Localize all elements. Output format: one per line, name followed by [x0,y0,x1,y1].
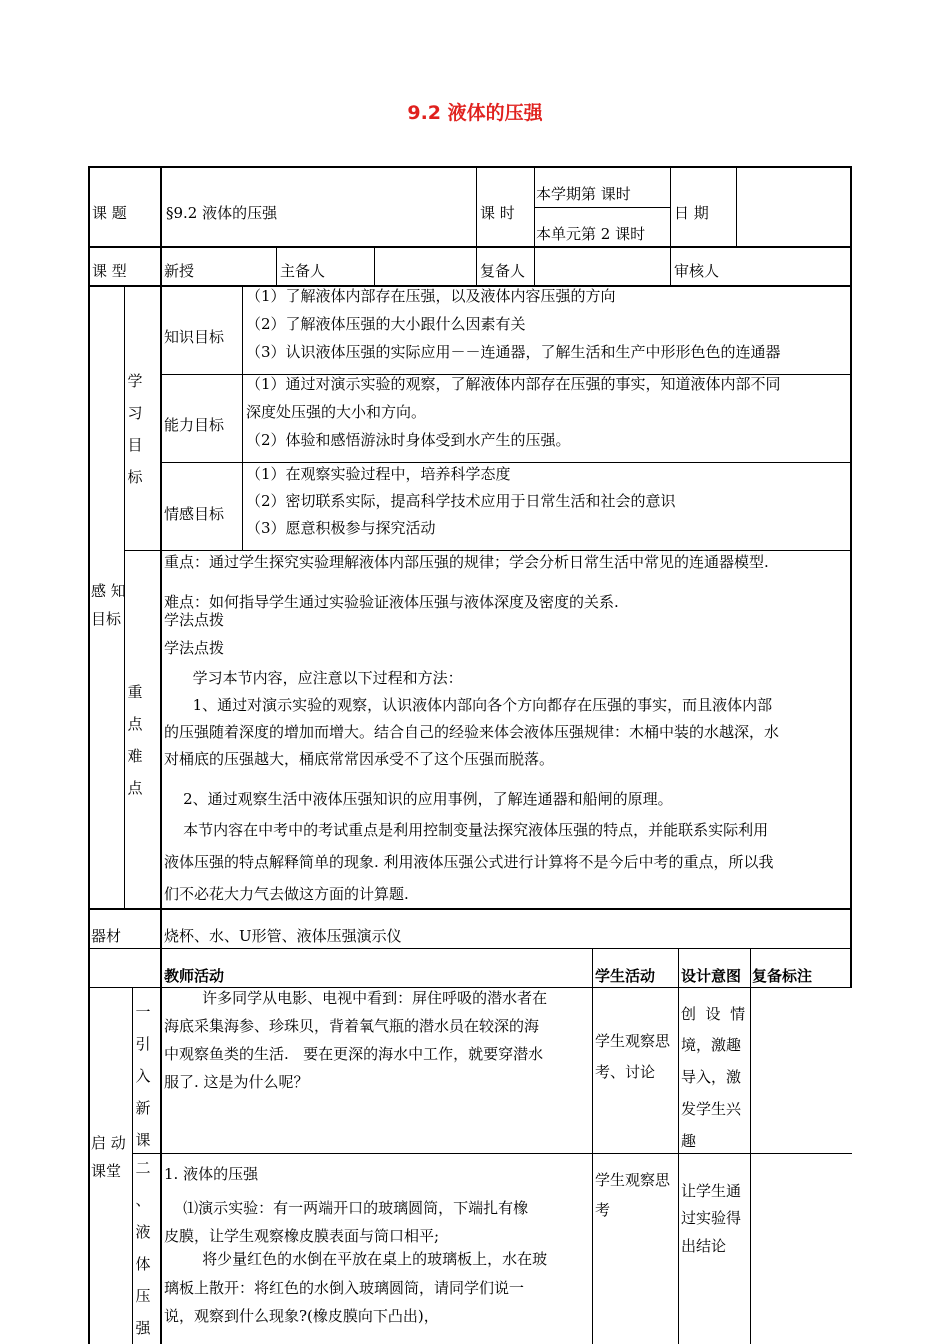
topic-label: 课 题 [92,204,127,222]
ability-item: （1）通过对演示实验的观察，了解液体内部存在压强的事实，知道液体内部不同 [246,375,781,393]
intro-teacher-line: 许多同学从电影、电视中看到：屏住呼吸的潜水者在 [164,989,548,1007]
co-preparer-label: 复备人 [480,262,526,280]
keypoint-line: 液体压强的特点解释简单的现象. 利用液体压强公式进行计算将不是今后中考的重点，所以我 [164,853,774,871]
period-unit: 本单元第 2 课时 [536,225,646,243]
ability-item: （2）体验和感悟游泳时身体受到水产生的压强。 [246,431,571,449]
student-activity-header: 学生活动 [595,967,656,985]
pressure-teacher-line: 1. 液体的压强 [164,1165,259,1183]
pressure-design-line: 过实验得 [681,1209,742,1227]
keypoint-line: 重点：通过学生探究实验理解液体内部压强的规律；学会分析日常生活中常见的连通器模型. [164,553,769,571]
intro-student-line: 考、讨论 [595,1063,656,1081]
intro-design-line: 趣 [681,1132,697,1150]
keypoint-line: 1、通过对演示实验的观察，认识液体内部向各个方向都存在压强的事实，而且液体内部 [164,696,773,714]
preparer-label: 主备人 [280,262,326,280]
keypoint-line: 们不必花大力气去做这方面的计算题. [164,885,409,903]
pressure-design-line: 让学生通 [681,1182,742,1200]
pressure-section-label: 二 、 液 体 压 强 [135,1159,151,1337]
notes-header: 复备标注 [752,967,813,985]
period-label: 课 时 [480,204,515,222]
topic-value: §9.2 液体的压强 [166,204,278,222]
knowledge-item: （2）了解液体压强的大小跟什么因素有关 [246,315,526,333]
knowledge-goal-label: 知识目标 [164,328,225,346]
intro-teacher-line: 中观察鱼类的生活. 要在更深的海水中工作，就要穿潜水 [164,1045,544,1063]
keypoint-line: 的压强随着深度的增加而增大。结合自己的经验来体会液体压强规律：木桶中装的水越深，水 [164,723,780,741]
teacher-activity-header: 教师活动 [164,967,225,985]
reviewer-label: 审核人 [674,262,720,280]
intro-teacher-line: 海底采集海参、珍珠贝，背着氧气瓶的潜水员在较深的海 [164,1017,540,1035]
period-semester: 本学期第 课时 [536,185,631,203]
type-label: 课 型 [92,262,127,280]
equipment-value: 烧杯、水、U形管、液体压强演示仪 [164,927,402,945]
keypoint-line: 对桶底的压强越大，桶底常常因承受不了这个压强而脱落。 [164,750,555,768]
pressure-student-line: 考 [595,1201,611,1219]
intro-section-label: 一 引 入 新 课 [135,1003,151,1149]
date-label: 日 期 [674,204,709,222]
intro-design-line: 导入，激 [681,1068,742,1086]
lesson-start-label: 启 动 课堂 [91,1134,126,1180]
intro-student-line: 学生观察思 [595,1032,671,1050]
intro-design-line: 境，激趣 [681,1036,742,1054]
design-intent-header: 设计意图 [681,967,742,985]
intro-teacher-line: 服了. 这是为什么呢？ [164,1073,309,1091]
keypoint-line: 2、通过观察生活中液体压强知识的应用事例，了解连通器和船闸的原理。 [164,790,673,808]
keypoint-line: 学法点拨 [164,611,225,629]
type-value: 新授 [164,262,195,280]
knowledge-item: （1）了解液体内部存在压强，以及液体内容压强的方向 [246,287,616,305]
pressure-teacher-line: 将少量红色的水倒在平放在桌上的玻璃板上，水在玻 [164,1250,548,1268]
pressure-teacher-line: ⑴演示实验：有一两端开口的玻璃圆筒，下端扎有橡 [164,1199,529,1217]
learning-goals-label: 学 习 目 标 [127,372,143,486]
pressure-design-line: 出结论 [681,1237,727,1255]
pressure-student-line: 学生观察思 [595,1171,671,1189]
emotion-goal-label: 情感目标 [164,505,225,523]
intro-design-line: 发学生兴 [681,1100,742,1118]
keypoint-line: 学法点拨 [164,639,225,657]
emotion-item: （1）在观察实验过程中，培养科学态度 [246,465,511,483]
equipment-label: 器材 [91,927,122,945]
perception-goals-label: 感 知 目标 [91,582,126,628]
keypoint-line: 本节内容在中考中的考试重点是利用控制变量法探究液体压强的特点，并能联系实际利用 [164,821,769,839]
ability-item: 深度处压强的大小和方向。 [246,403,427,421]
ability-goal-label: 能力目标 [164,416,225,434]
knowledge-item: （3）认识液体压强的实际应用－－连通器，了解生活和生产中形形色色的连通器 [246,343,781,361]
intro-design-line: 创 设 情 [681,1005,746,1023]
page-title: 9.2 液体的压强 [407,102,543,124]
pressure-teacher-line: 皮膜，让学生观察橡皮膜表面与筒口相平; [164,1227,440,1245]
keypoint-line: 难点：如何指导学生通过实验验证液体压强与液体深度及密度的关系. [164,593,619,611]
pressure-teacher-line: 璃板上散开：将红色的水倒入玻璃圆筒，请同学们说一 [164,1279,525,1297]
pressure-teacher-line: 说，观察到什么现象?(橡皮膜向下凸出)， [164,1307,439,1325]
emotion-item: （3）愿意积极参与探究活动 [246,519,436,537]
keypoints-label: 重 点 难 点 [127,683,143,797]
keypoint-line: 学习本节内容，应注意以下过程和方法： [164,669,463,687]
emotion-item: （2）密切联系实际，提高科学技术应用于日常生活和社会的意识 [246,492,676,510]
